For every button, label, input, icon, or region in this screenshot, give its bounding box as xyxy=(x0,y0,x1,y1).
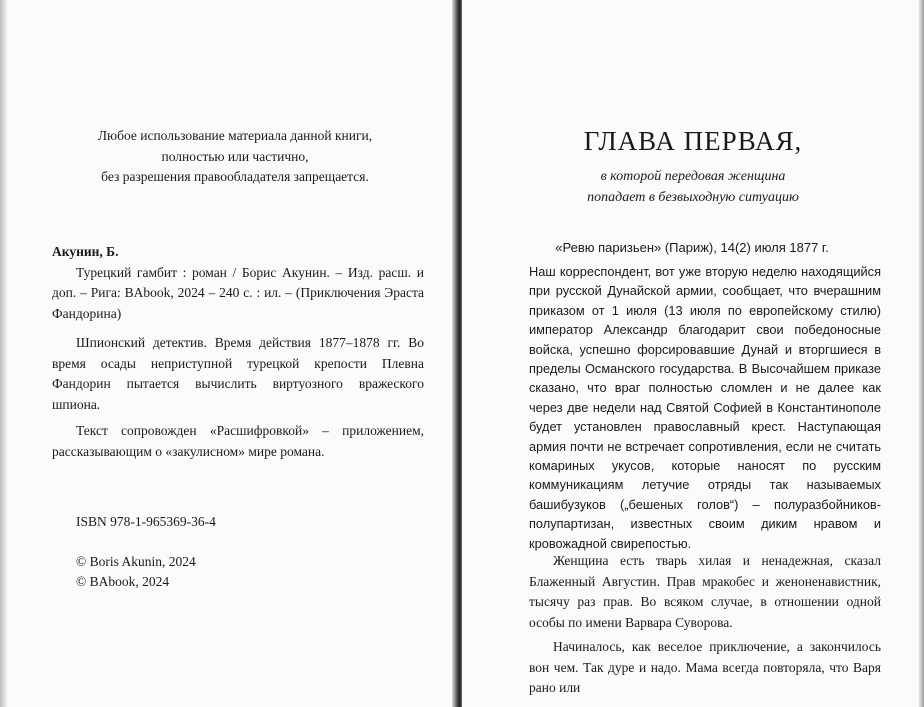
copyright-holders xyxy=(76,552,196,592)
copyright-holder: © Boris Akunin, 2024 xyxy=(76,554,196,569)
chapter-subtitle xyxy=(512,166,874,208)
chapter-body xyxy=(529,551,881,699)
body-paragraph: Начиналось, как веселое приключение, а закончилось вон чем. Так дуре и надо. Мама всегда повторяла, что Варя рано или xyxy=(529,639,881,695)
isbn: ISBN 978-1-965369-36-4 xyxy=(76,514,216,529)
left-page xyxy=(0,0,458,707)
subtitle-line: попадает в безвыходную ситуацию xyxy=(587,190,799,205)
page-edge xyxy=(0,0,8,707)
chapter-title: ГЛАВА ПЕРВАЯ, xyxy=(583,126,803,156)
author-heading: Акунин, Б. xyxy=(52,244,119,259)
copyright-notice xyxy=(40,126,430,188)
annotation-paragraph: Текст сопровожден «Расшифровкой» – приложением, рассказывающим о «закулисном» мире романа. xyxy=(52,423,424,459)
newspaper-dateline: «Ревю паризьен» (Париж), 14(2) июля 1877 г. xyxy=(555,240,829,255)
page-edge xyxy=(918,0,924,707)
annotation-paragraph: Шпионский детектив. Время действия 1877–1878 гг. Во время осады неприступной турецкой крепости Плевна Фандорин пытается вычислить виртуозного вражеского шпиона. xyxy=(52,335,424,412)
copyright-line: полностью или частично, xyxy=(161,148,309,164)
subtitle-line: в которой передовая женщина xyxy=(600,169,786,184)
right-page xyxy=(462,0,924,707)
body-paragraph: Женщина есть тварь хилая и ненадежная, сказал Блаженный Августин. Прав мракобес и женоненавистник, тысячу раз прав. Во всяком случае, в отношении одной особы по имени Варвара Суворова. xyxy=(529,553,881,630)
copyright-holder: © BAbook, 2024 xyxy=(76,574,170,589)
copyright-line: без разрешения правообладателя запрещается. xyxy=(101,169,369,184)
copyright-line: Любое использование материала данной книги, xyxy=(97,128,373,143)
bibliographic-record xyxy=(52,242,424,324)
biblio-description: Турецкий гамбит : роман / Борис Акунин. – Изд. расш. и доп. – Рига: BAbook, 2024 – 240 с. : ил. – (Приключения Эраста Фандорина) xyxy=(52,264,424,321)
annotation xyxy=(52,333,424,462)
newspaper-article: Наш корреспондент, вот уже вторую неделю находящийся при русской Дунайской армии, сообщает, что вчерашним приказом от 1 июля (13 июля по европейскому стилю) император Александр благодарит свои победоносные войска, успешно форсировавшие Дунай и вторгшиеся в пределы Османского государства. В Высочайшем приказе сказано, что враг полностью сломлен и не далее как через две недели над Святой Софией в Константинополе будет установлен православный крест. Наступающая армия почти не встречает сопротивления, если не считать комариных укусов, которые наносят по русским коммуникациям летучие отряды так называемых башибузуков („бешеных голов“) – полуразбойников-полупартизан, известных своим диким нравом и кровожадной свирепостью. xyxy=(529,264,881,551)
